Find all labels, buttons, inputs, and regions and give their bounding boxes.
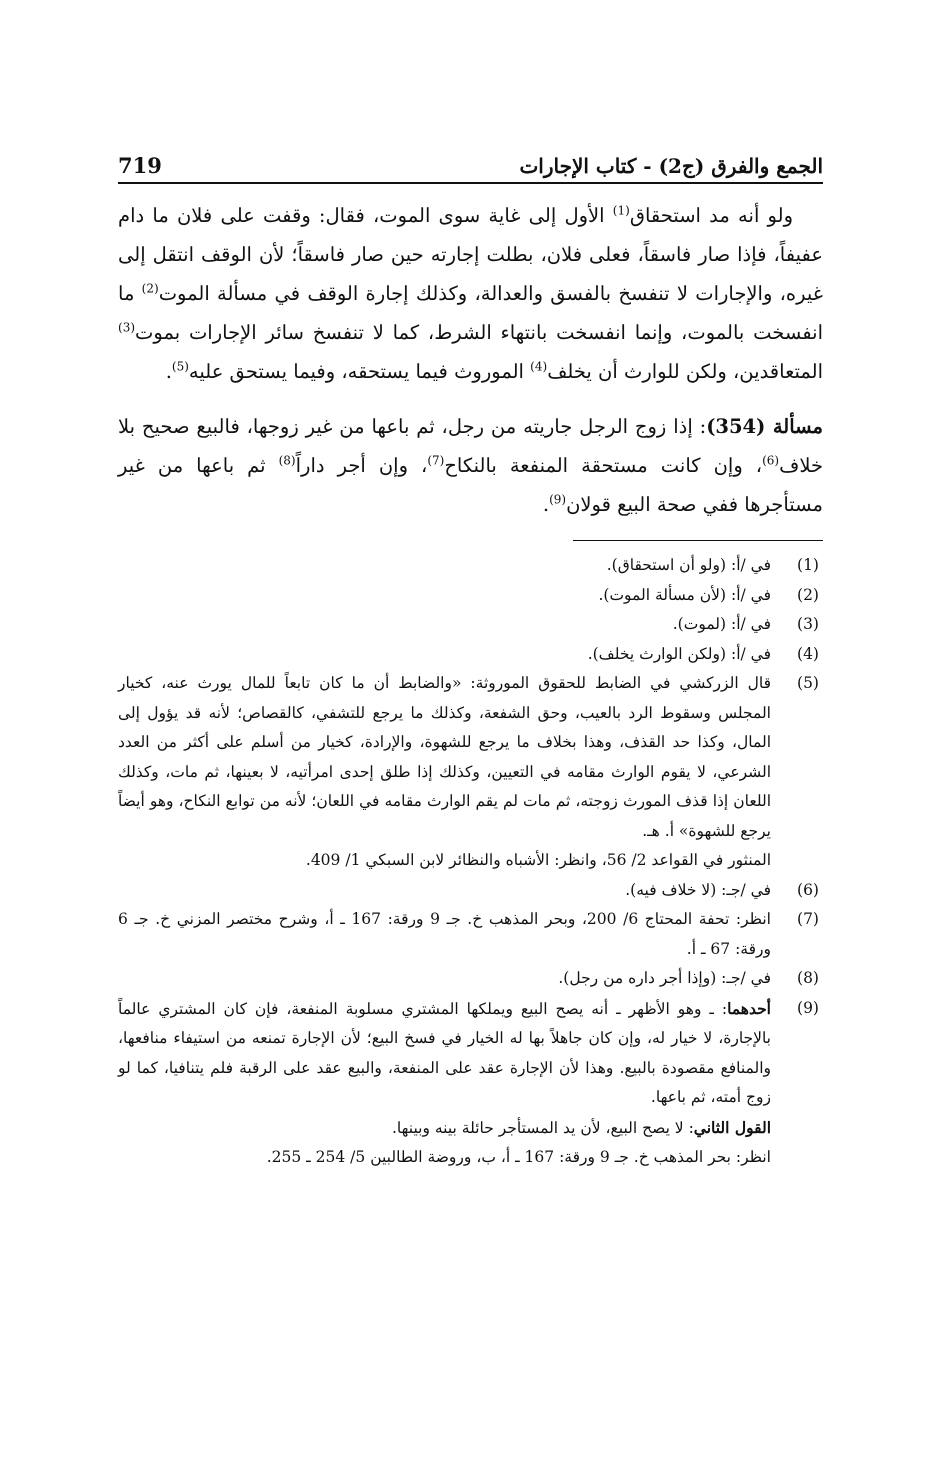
footnote-source: انظر: بحر المذهب خ. جـ 9 ورقة: 167 ـ أ، ب، وروضة الطالبين 5/ 254 ـ 255. bbox=[266, 1148, 771, 1166]
issue-label: مسألة (354) bbox=[706, 415, 824, 438]
footnote-number: (6) bbox=[797, 880, 819, 899]
footnote-3 bbox=[118, 610, 823, 640]
footnote-text: انظر: تحفة المحتاج 6/ 200، وبحر المذهب خ. جـ 9 ورقة: 167 ـ أ، وشرح مختصر المزني خ. جـ 6 ورقة: 67 ـ أ. bbox=[118, 910, 771, 958]
footnote-number: (2) bbox=[797, 585, 819, 604]
footnote-7 bbox=[118, 905, 823, 964]
footnote-number: (7) bbox=[797, 910, 819, 928]
footnote-ref-7[interactable]: (7) bbox=[427, 453, 445, 468]
body-paragraph-1: ولو أنه مد استحقاق$^{(1)}$ الأول إلى غاية سوى الموت، فقال: وقفت على فلان ما دام عفيفاً، فإذا صار فاسقاً، فعلى فلان، بطلت إجارته حين صار فاسقاً؛ لأن الوقف انتقل إلى غيره، والإجارات لا تنفسخ بالفسق والعدالة، وكذلك إجارة الوقف في مسألة الموت$^{(2)}$ ما انفسخت بالموت، وإنما انفسخت بانتهاء الشرط، كما لا تنفسخ سائر الإجارات بموت$^{(3)}$ المتعاقدين، ولكن للوارث أن يخلف$^{(4)}$ الموروث فيما يستحقه، وفيما يستحق عليه$^{(5)}$. bbox=[118, 203, 823, 383]
footnote-text: أحدهما: ـ وهو الأظهر ـ أنه يصح البيع ويملكها المشتري مسلوبة المنفعة، فإن كان المشتري عالماً بالإجارة، لا خيار له، وإن كان جاهلاً بها له الخيار في فسخ البيع؛ لأن الإجارة تمنعه من استيفاء منافعها، والمنافع مقصودة بالبيع. وهذا لأن الإجارة عقد على المنفعة، والبيع عقد على الرقبة فلم يتنافيا، كما لو زوج أمته، ثم باعها. bbox=[118, 998, 771, 1106]
footnote-ref-9[interactable]: (9) bbox=[549, 492, 567, 507]
footnote-number: (5) bbox=[797, 674, 819, 692]
page-header bbox=[118, 138, 823, 184]
footnote-number: (3) bbox=[797, 615, 819, 633]
page-number: 719 bbox=[118, 153, 162, 178]
footnote-ref-2[interactable]: (2) bbox=[141, 281, 159, 296]
footnote-number: (8) bbox=[797, 969, 819, 987]
footnote-text: قال الزركشي في الضابط للحقوق الموروثة: «والضابط أن ما كان تابعاً للمال يورث عنه، كخيار المجلس وسقوط الرد بالعيب، وحق الشفعة، وكذلك ما يرجع للتشفي، كالقصاص؛ لأنه قد يؤول إلى المال، وكذا حد القذف، وهذا بخلاف ما يرجع للشهوة، والإرادة، كخيار من أسلم على أكثر من العدد الشرعي، لا يقوم الوارث مقامه في التعيين، وكذلك إذا طلق إحدى امرأتيه، لا بعينها، ثم مات، وكذلك اللعان إذا قذف المورث زوجته، ثم مات لم يقم الوارث مقامه في اللعان؛ لأنه من توابع النكاح، وهو أيضاً يرجع للشهوة» أ. هـ. bbox=[118, 674, 771, 840]
footnote-ref-6[interactable]: (6) bbox=[762, 453, 780, 468]
footnote-ref-3[interactable]: (3) bbox=[118, 320, 136, 335]
footnote-number: (1) bbox=[797, 556, 819, 574]
footnote-1 bbox=[118, 551, 823, 581]
footnotes bbox=[118, 551, 823, 1173]
footnote-text: في /أ: (ولو أن استحقاق). bbox=[606, 556, 771, 574]
footnote-text: القول الثاني: لا يصح البيع، لأن يد المستأجر حائلة بينه وبينها. bbox=[391, 1117, 771, 1137]
footnote-4 bbox=[118, 640, 823, 670]
footnote-6 bbox=[118, 876, 823, 906]
body-paragraph-2: مسألة (354): إذا زوج الرجل جاريته من رجل، ثم باعها من غير زوجها، فالبيع صحيح بلا خلاف$^{(6)}$، وإن كانت مستحقة المنفعة بالنكاح$^{(7)}$، وإن أجر داراً$^{(8)}$ ثم باعها من غير مستأجرها ففي صحة البيع قولان$^{(9)}$. bbox=[118, 415, 824, 516]
opinion-label-1: أحدهما bbox=[727, 998, 771, 1018]
footnote-text: في /جـ: (وإذا أجر داره من رجل). bbox=[558, 969, 771, 987]
footnote-5 bbox=[118, 669, 823, 876]
footnote-ref-8[interactable]: (8) bbox=[278, 453, 296, 468]
footnote-text: في /جـ: (لا خلاف فيه). bbox=[625, 880, 771, 899]
footnote-ref-4[interactable]: (4) bbox=[530, 359, 548, 374]
footnote-number: (9) bbox=[797, 998, 819, 1017]
footnote-number: (4) bbox=[797, 644, 819, 663]
footnote-2 bbox=[118, 581, 823, 611]
book-page bbox=[118, 138, 823, 1173]
footnote-8 bbox=[118, 964, 823, 994]
footnote-separator bbox=[573, 540, 823, 541]
footnote-ref-5[interactable]: (5) bbox=[171, 359, 189, 374]
footnote-ref-1[interactable]: (1) bbox=[612, 203, 630, 218]
footnote-text: في /أ: (لأن مسألة الموت). bbox=[598, 585, 771, 604]
footnote-source: المنثور في القواعد 2/ 56، وانظر: الأشباه والنظائر لابن السبكي 1/ 409. bbox=[305, 851, 771, 869]
opinion-label-2: القول الثاني bbox=[693, 1117, 771, 1137]
footnote-text: في /أ: (لموت). bbox=[672, 615, 771, 633]
footnote-9 bbox=[118, 994, 823, 1173]
footnote-text: في /أ: (ولكن الوارث يخلف). bbox=[587, 644, 771, 663]
running-title: الجمع والفرق (ج2) - كتاب الإجارات bbox=[519, 154, 823, 178]
